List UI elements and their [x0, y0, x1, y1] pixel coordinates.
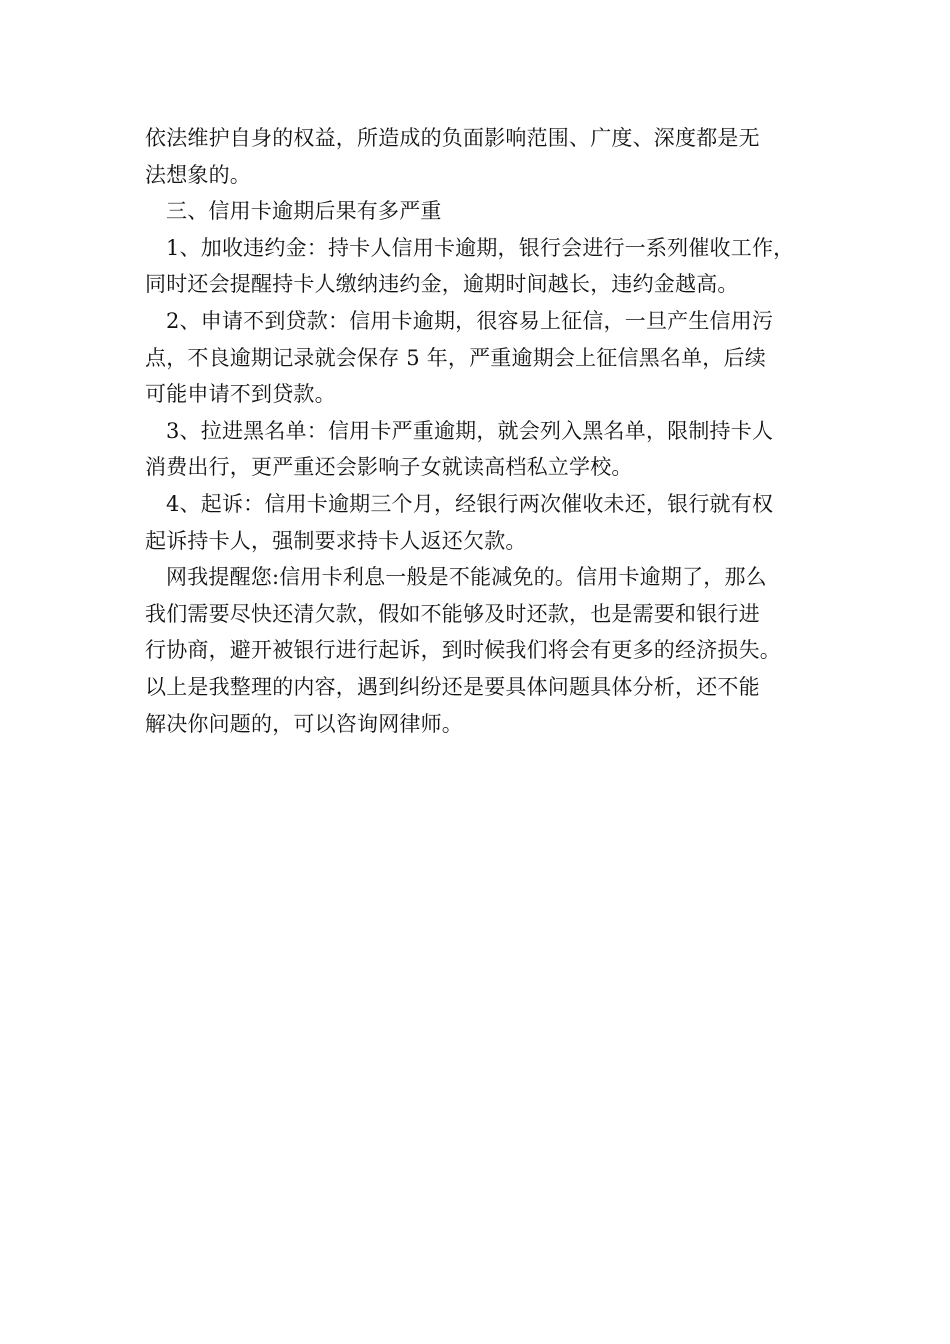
paragraph-line: 起诉持卡人，强制要求持卡人返还欠款。 [145, 528, 527, 553]
paragraph-line: 同时还会提醒持卡人缴纳违约金，逾期时间越长，违约金越高。 [145, 272, 739, 297]
document-body [145, 120, 825, 742]
paragraph-line: 可能申请不到贷款。 [145, 382, 336, 407]
paragraph-line: 我们需要尽快还清欠款，假如不能够及时还款，也是需要和银行进 [145, 601, 760, 626]
paragraph-line: 1、加收违约金：持卡人信用卡逾期，银行会进行一系列催收工作， [166, 235, 795, 260]
paragraph-line: 2、申请不到贷款：信用卡逾期，很容易上征信，一旦产生信用污 [166, 308, 774, 333]
paragraph-line: 以上是我整理的内容，遇到纠纷还是要具体问题具体分析，还不能 [145, 674, 760, 699]
paragraph-line: 4、起诉：信用卡逾期三个月，经银行两次催收未还，银行就有权 [166, 491, 774, 516]
paragraph-line: 解决你问题的，可以咨询网律师。 [145, 711, 463, 736]
paragraph-line: 消费出行，更严重还会影响子女就读高档私立学校。 [145, 455, 633, 480]
section-heading: 三、信用卡逾期后果有多严重 [166, 199, 442, 224]
paragraph-line: 行协商，避开被银行进行起诉，到时候我们将会有更多的经济损失。 [145, 638, 781, 663]
paragraph-line: 点，不良逾期记录就会保存 5 年，严重逾期会上征信黑名单，后续 [145, 345, 766, 370]
paragraph-line: 3、拉进黑名单：信用卡严重逾期，就会列入黑名单，限制持卡人 [166, 418, 774, 443]
paragraph-line: 法想象的。 [145, 162, 251, 187]
paragraph-line: 依法维护自身的权益，所造成的负面影响范围、广度、深度都是无 [145, 126, 760, 150]
paragraph-line: 网我提醒您:信用卡利息一般是不能减免的。信用卡逾期了，那么 [166, 565, 767, 590]
